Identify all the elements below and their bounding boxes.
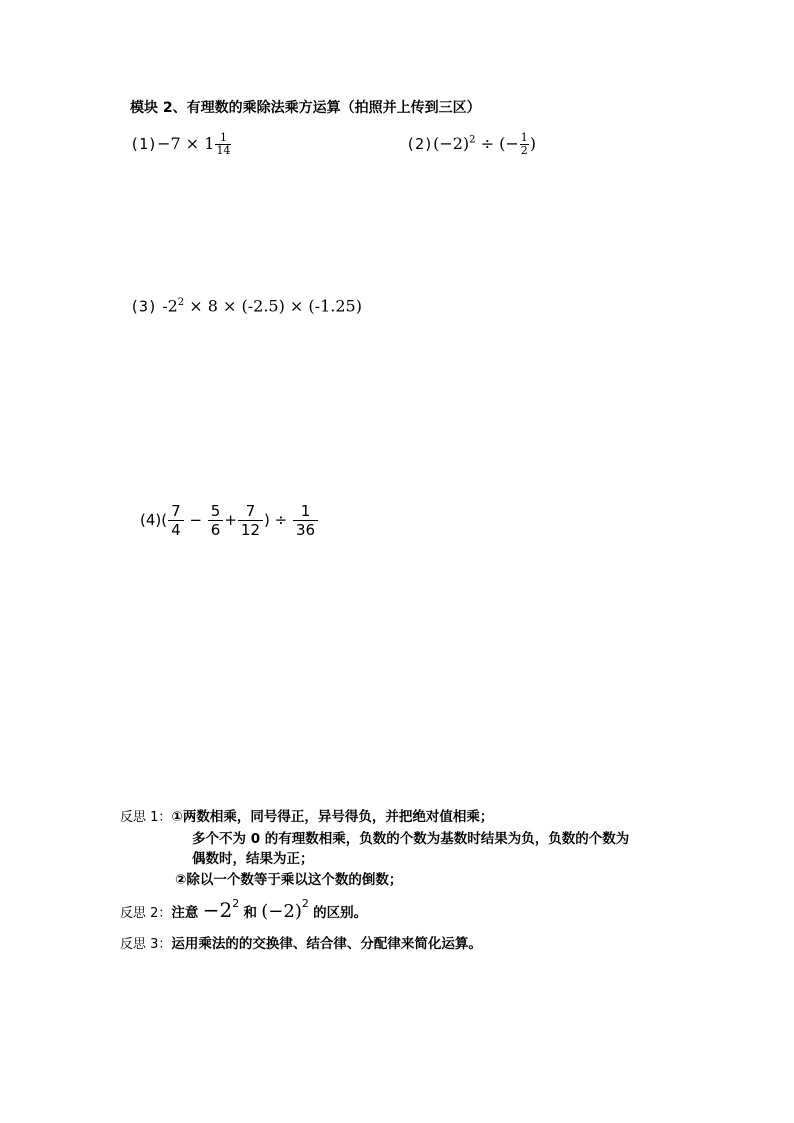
fraction-numerator: 7 — [245, 502, 256, 520]
problem-4-fraction-2 — [208, 502, 224, 539]
fraction-denominator: 4 — [168, 520, 184, 539]
module-title: 模块 2、有理数的乘除法乘方运算（拍照并上传到三区） — [130, 100, 481, 116]
fraction-denominator: 6 — [208, 520, 224, 539]
problem-4-minus: − — [189, 511, 203, 529]
problem-3 — [130, 298, 362, 314]
problem-1-label: (1) — [130, 135, 158, 153]
reflection-2-expr-1: −2 — [202, 898, 233, 922]
reflection-1-text-1: ①两数相乘，同号得正，异号得负，并把绝对值相乘； — [171, 809, 494, 825]
problem-4-close-divide: ) ÷ — [264, 511, 288, 529]
reflection-2-exp-2: 2 — [301, 897, 309, 910]
reflection-2-label: 反思 2： — [120, 906, 172, 921]
reflection-1-line-1 — [120, 805, 493, 825]
fraction-denominator: 12 — [238, 520, 263, 539]
problem-1-fraction — [215, 132, 231, 157]
problem-1-expr: −7 × 1 — [157, 134, 215, 153]
reflection-2-expr-2: (−2) — [261, 901, 302, 922]
problem-4-fraction-3 — [238, 502, 263, 539]
fraction-numerator: 1 — [520, 131, 528, 144]
problem-3-rest: × 8 × (-2.5) × (-1.25) — [189, 296, 362, 316]
reflection-3-text: 运用乘法的的交换律、结合律、分配律来简化运算。 — [171, 936, 482, 952]
problem-4-label: (4) — [140, 511, 162, 529]
problem-3-base: -2 — [162, 296, 178, 316]
problem-4-fraction-1 — [168, 502, 184, 539]
reflection-2-pre: 注意 — [171, 905, 199, 921]
problem-3-label: (3) — [130, 297, 158, 316]
problem-4 — [140, 502, 319, 539]
reflection-1-line-2 — [192, 827, 629, 847]
problem-3-exponent: 2 — [177, 297, 185, 308]
reflection-1-text-2: 多个不为 0 的有理数相乘，负数的个数为基数时结果为负，负数的个数为 — [192, 831, 630, 847]
fraction-numerator: 1 — [219, 131, 227, 144]
reflection-1-text-3: 偶数时，结果为正； — [192, 851, 314, 867]
problem-4-plus: + — [224, 511, 237, 529]
reflection-3 — [120, 932, 482, 952]
fraction-denominator: 36 — [293, 520, 318, 539]
problem-2-operator: ÷ (− — [475, 134, 519, 153]
fraction-numerator: 5 — [210, 502, 221, 520]
problem-2 — [406, 132, 536, 157]
fraction-numerator: 7 — [171, 502, 181, 520]
problem-2-base: (−2) — [433, 134, 470, 153]
problem-1 — [130, 132, 232, 157]
reflection-2-mid: 和 — [243, 905, 257, 921]
fraction-numerator: 1 — [300, 502, 311, 520]
problem-2-close: ) — [529, 134, 537, 153]
reflection-1-line-4 — [175, 868, 402, 888]
fraction-denominator: 2 — [520, 144, 528, 157]
problem-4-fraction-4 — [293, 502, 318, 539]
reflection-2-post: 的区别。 — [313, 905, 368, 921]
problem-2-exponent: 2 — [469, 134, 476, 146]
problem-2-label: (2) — [406, 135, 434, 153]
problem-4-open-paren: ( — [161, 511, 168, 529]
problem-2-fraction — [520, 132, 529, 157]
reflection-2 — [120, 897, 367, 922]
reflection-3-label: 反思 3： — [120, 937, 172, 952]
reflection-2-exp-1: 2 — [232, 897, 240, 910]
reflection-1-text-4: ②除以一个数等于乘以这个数的倒数； — [175, 872, 403, 888]
fraction-denominator: 14 — [216, 144, 231, 157]
reflection-1-label: 反思 1： — [120, 810, 172, 825]
reflection-1-line-3 — [192, 847, 314, 867]
